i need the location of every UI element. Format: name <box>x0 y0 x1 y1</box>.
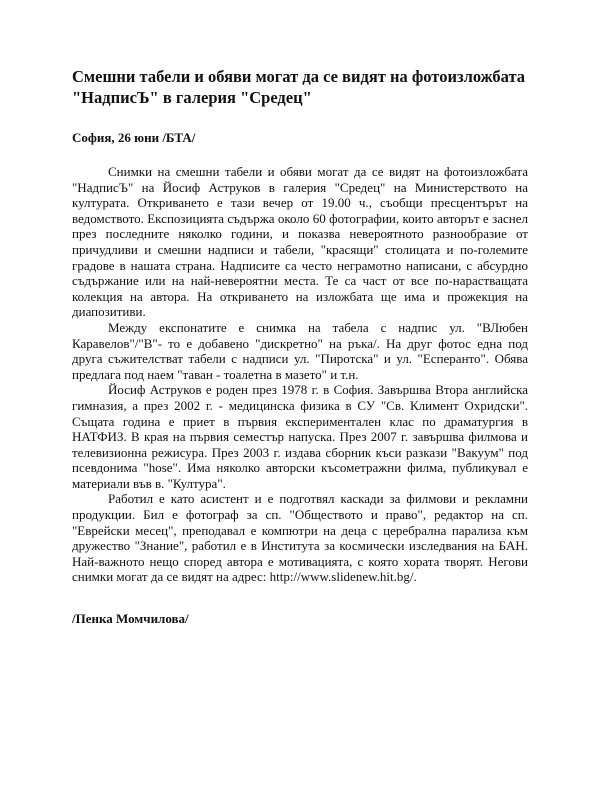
article-paragraph: Снимки на смешни табели и обяви могат да се видят на фотоизложбата "НадписЪ" на Йосиф Аструков в галерия "Средец" на Министерството на културата. Откриването е тази вечер от 19.00 ч., съобщи пресцентърът на ведомството. Експозицията съдържа около 60 фотографии, които авторът е заснел през последните няколко години, и показва невероятното разнообразие от причудливи и смешни надписи и табели, "красящи" столицата и по-големите градове в нашата страна. Надписите са често неграмотно написани, с абсурдно съдържание или на най-невероятни места. Те са част от все по-нарастващата колекция на автора. На откриването на изложбата ще има и прожекция на диапозитиви. <box>72 164 528 320</box>
article-paragraph: Работил е като асистент и е подготвял каскади за филмови и рекламни продукции. Бил е фотограф за сп. "Обществото и право", редактор на сп. "Еврейски месец", преподавал е компютри на деца с церебрална парализа към дружество "Знание", работил е в Института за космически изследвания на БАН. Най-важното нещо според автора е мотивацията, с която хората творят. Негови снимки могат да се видят на адрес: http://www.slidenew.hit.bg/. <box>72 491 528 585</box>
article-signature: /Пенка Момчилова/ <box>72 611 189 626</box>
article-title: Смешни табели и обяви могат да се видят на фотоизложбата "НадписЪ" в галерия "Средец" <box>72 67 526 107</box>
article-paragraph: Между експонатите е снимка на табела с надпис ул. "ВЛюбен Каравелов"/"В"- то е добавено "дискретно" на ръка/. На друг фотос една под друга съжителстват табели с надписи ул. "Пиротска" и ул. "Есперанто". Обява предлага под наем "таван - тоалетна в мазето" и т.н. <box>72 319 528 382</box>
article-paragraph: Йосиф Аструков е роден през 1978 г. в София. Завършва Втора английска гимназия, а през 2002 г. - медицинска физика в СУ "Св. Климент Охридски". Същата година е приет в първия експериментален клас по драматургия в НАТФИЗ. В края на първия семестър напуска. През 2007 г. завършва филмова и телевизионна режисура. През 2003 г. издава сборник къси разкази "Вакуум" под псевдонима "hose". Има няколко авторски късометражни филма, публикувал е материали във в. "Култура". <box>72 382 528 491</box>
article-body <box>72 164 528 585</box>
article-dateline: София, 26 юни /БТА/ <box>72 130 196 145</box>
